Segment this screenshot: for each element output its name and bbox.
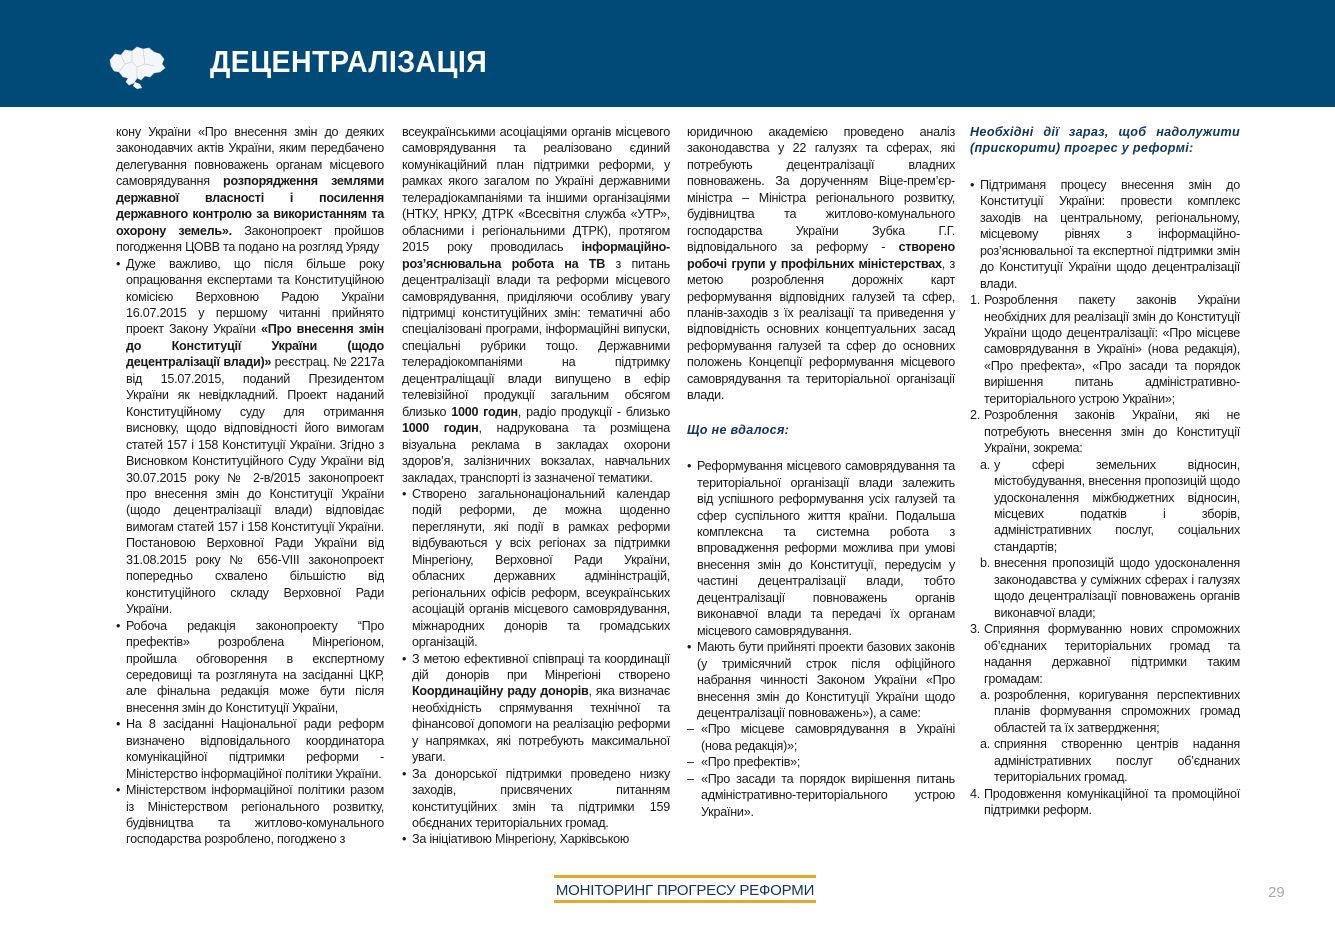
- bullet-item: • Міністерством інформаційної політики разом із Міністерством регіонального розвитку, будівництва та житлово-комунального господарства розроблено, погоджено з: [116, 782, 384, 848]
- bullet-item: • За ініціативою Мінрегіону, Харківською: [402, 831, 670, 847]
- dash-item: – «Про префектів»;: [687, 754, 955, 770]
- bold-text: інформаційно-роз’яснювальна робота на ТВ: [402, 240, 670, 271]
- bullet-item: • Робоча редакція законопроекту “Про префектів» розроблена Мінрегіоном, пройшла обговорення в експертному середовищі та розглянута на засіданні ЦКР, але фінальна редакція може бути після внесення змін до Конституції України,: [116, 618, 384, 717]
- bullet-item: • Мають бути прийняті проекти базових законів (у тримісячний строк після офіційного набрання чинності Законом України «Про внесення змін до Конституції України щодо децентралізації повноважень»), а саме:: [687, 639, 955, 721]
- text: реєстрац. № 2217а від 15.07.2015, поданий Президентом України як невідкладний. Проект наданий Конституційному суду для отримання висновку, щодо відповідності його вимогам статей 157 і 158 Конституції України. Згідно з Висновком Конституційного Суду України від 30.07.2015 року № 2-в/2015 законопроект про внесення змін до Конституції України (щодо децентралізації влади) відповідає вимогам статей 157 і 158 Конституції України. Постановою Верховної Ради України від 31.08.2015 року № 656-VIII законопроект попередньо схвалено більшістю від конституційного складу Верховної Ради України.: [126, 355, 384, 617]
- numbered-item: [970, 786, 1240, 819]
- lettered-item: [970, 736, 1240, 785]
- text: кону України «Про внесення змін до деяких законодавчих актів України, яким передбачено делегування повноважень органам місцевого самоврядування: [116, 125, 384, 189]
- bold-text: розпорядження землями державної власності і посилення державного контролю за використанням та охорону земель».: [116, 174, 384, 238]
- text: , з метою розроблення дорожніх карт реформування відповідних галузей та сфер, планів-заходів з їх реалізації та приведення у відповідність основних концептуальних засад реформування галузей та сфер до основних положень Концепції реформування місцевого самоврядування та територіальної організації влади.: [687, 256, 955, 403]
- text: з питань децентралізації влади та реформи місцевого самоврядування, приділяючи особливу увагу підтримці конституційних змін: тематичні або спеціалізовані програми, інформаційні випуски, спеціальні рубрики тощо. Державними телерадіокомпаніями на підтримку децентраліщації влади випущено в ефір телевізійної продукції загальним обсягом близько: [402, 256, 670, 419]
- text-column-3: [687, 124, 955, 820]
- item-number: 2.: [970, 408, 981, 423]
- lettered-item: [970, 457, 1240, 556]
- bold-text: створено робочі групи у профільних міністерствах: [687, 240, 955, 271]
- bullet-item: [402, 651, 670, 766]
- bullet-item: • Реформування місцевого самоврядування та територіальної організації влади залежить від успішного реформування усіх галузей та сфер суспільного життя країни. Подальша комплексна та системна робота з впровадження реформи можлива при умові внесення змін до Конституції, передусім у частині децентралізації влади, тобто децентралізації повноважень органів виконавчої влади та передачі їх органам місцевого самоврядування.: [687, 458, 955, 639]
- item-text: Продовження комунікаційної та промоційної підтримки реформ.: [984, 786, 1240, 818]
- section-heading: Необхідні дії зараз, щоб надолужити (прискорити) прогрес у реформі:: [970, 125, 1240, 156]
- item-letter: a.: [980, 687, 991, 702]
- text-column-1: [116, 124, 384, 848]
- page-number: 29: [1268, 884, 1285, 901]
- item-number: 3.: [970, 622, 981, 637]
- item-text: у сфері земельних відносин, містобудування, внесення пропозицій щодо удосконалення міжбюджетних відносин, місцевих податків і зборів, адміністративних послуг, соціальних стандартів;: [994, 457, 1240, 554]
- item-text: Розроблення пакету законів України необхідних для реалізації змін до Конституції України щодо децентралізації: «Про місцеве самоврядування в Україні» (нова редакція), «Про префекта», «Про засади та порядок вирішення питань адміністративно-територіального устрою України»;: [984, 293, 1240, 406]
- section-heading: Що не вдалося:: [687, 422, 790, 437]
- text: , яка визначає необхідність спрямування технічної та фінансової допомоги на реалізацію реформи у напрямках, які потребують максимальної уваги.: [412, 684, 670, 765]
- page-header: [0, 0, 1335, 107]
- numbered-item: [970, 407, 1240, 456]
- bullet-item: • За донорської підтримки проведено низку заходів, присвячених питанням конституційних змін та підтримки 159 обєднаних територіальних громад.: [402, 766, 670, 832]
- text: всеукраїнськими асоціаціями органів місцевого самоврядування та реалізовано єдиний комунікаційний план підтримки реформи, у рамках якого загалом по Україні державними телерадіокампаніями та іншими організаціями (НТКУ, НРКУ, ДТРК «Всесвітня служба «УТР», обласними і регіональними ДТРК), протягом 2015 року проводилась: [402, 125, 670, 255]
- bold-text: «Про внесення змін до Конституції України (щодо децентралізації влади)»: [126, 322, 384, 370]
- spacer: [687, 404, 955, 422]
- bold-text: 1000 годин: [402, 421, 479, 436]
- text-column-2: [402, 124, 670, 848]
- bold-text: Координаційну раду донорів: [412, 684, 589, 699]
- bold-text: 1000 годин: [451, 404, 518, 419]
- item-number: 1.: [970, 293, 981, 308]
- text: Законопроект пройшов погодження ЦОВВ та подано на розгляд Уряду: [116, 223, 384, 255]
- text-column-4: [970, 124, 1240, 819]
- text: З метою ефективної співпраці та координації дій донорів при Мінрегіоні створено: [412, 651, 670, 682]
- numbered-item: [970, 621, 1240, 687]
- footer-banner: [554, 875, 816, 903]
- bullet-item: • Створено загальнонаціональний календар подій реформи, де можна щоденно переглянути, які події в рамках реформи відбуваються у всіх регіонах за підтримки Мінрегіону, Верховної Ради України, обласних державних адмінінстрацій, регіональних офісів реформ, всеукраїнських асоціацій органів місцевого самоврядування, міжнародних донорів та громадських організацій.: [402, 486, 670, 651]
- lettered-item: [970, 555, 1240, 621]
- item-text: Розроблення законів України, які не потребують внесення змін до Конституції України, зокрема:: [984, 408, 1240, 456]
- item-letter: b.: [980, 556, 991, 571]
- paragraph: [687, 124, 955, 404]
- item-letter: a.: [980, 457, 991, 472]
- paragraph: [116, 124, 384, 256]
- page-title: ДЕЦЕНТРАЛІЗАЦІЯ: [210, 44, 488, 79]
- item-text: внесення пропозицій щодо удосконалення законодавства у суміжних сферах і галузях щодо децентралізації повноважень органів виконавчої влади;: [994, 556, 1240, 620]
- text: юридичною академією проведено аналіз законодавства у 22 галузях та сферах, які потребують децентралізації владних повноважень. За дорученням Віце-прем’єр-міністра – Міністра регіонального розвитку, будівництва та житлово-комунального господарства України Зубка Г.Г. відповідального за реформу -: [687, 125, 955, 255]
- item-number: 4.: [970, 786, 981, 801]
- numbered-item: [970, 292, 1240, 407]
- ukraine-map-icon: [107, 42, 167, 90]
- dash-item: – «Про місцеве самоврядування в Україні (нова редакція)»;: [687, 721, 955, 754]
- dash-item: – «Про засади та порядок вирішення питань адміністративно-територіального устрою України».: [687, 771, 955, 820]
- text: , радіо продукції - близько: [517, 404, 670, 419]
- item-text: Сприяння формуванню нових спроможних об’єднаних територіальних громад та надання державної підтримки таким громадам:: [984, 622, 1240, 686]
- item-letter: a.: [980, 737, 991, 752]
- text: , надрукована та розміщена візуальна реклама в закладах охорони здоров’я, залізничних вокзалах, навчальних закладах, транспорті із зазначеної тематики.: [402, 421, 670, 485]
- bullet-item: • Підтриманя процесу внесення змін до Конституції України: провести комплекс заходів на центральному, регіональному, місцевому рівнях з інформаційно-роз’яснювальної та експертної підтримки змін до Конституції України щодо децентралізації влади.: [970, 177, 1240, 292]
- lettered-item: [970, 687, 1240, 736]
- item-text: сприяння створенню центрів надання адміністративних послуг об’єднаних територіальних громад.: [994, 737, 1240, 785]
- bullet-item: [116, 256, 384, 618]
- footer-label: МОНІТОРИНГ ПРОГРЕСУ РЕФОРМИ: [555, 882, 815, 899]
- bullet-item: • На 8 засіданні Національної ради реформ визначено відповідального координатора комунікаційної підтримки реформи - Міністерство інформаційної політики України.: [116, 716, 384, 782]
- item-text: розроблення, коригування перспективних планів формування спроможних громад областей та їх затвердження;: [994, 687, 1240, 735]
- text: Дуже важливо, що після більше року опрацювання експертами та Конституційною комісією Верховною Радою України 16.07.2015 у першому читанні прийнято проект Закону України: [126, 256, 384, 337]
- paragraph: [402, 124, 670, 486]
